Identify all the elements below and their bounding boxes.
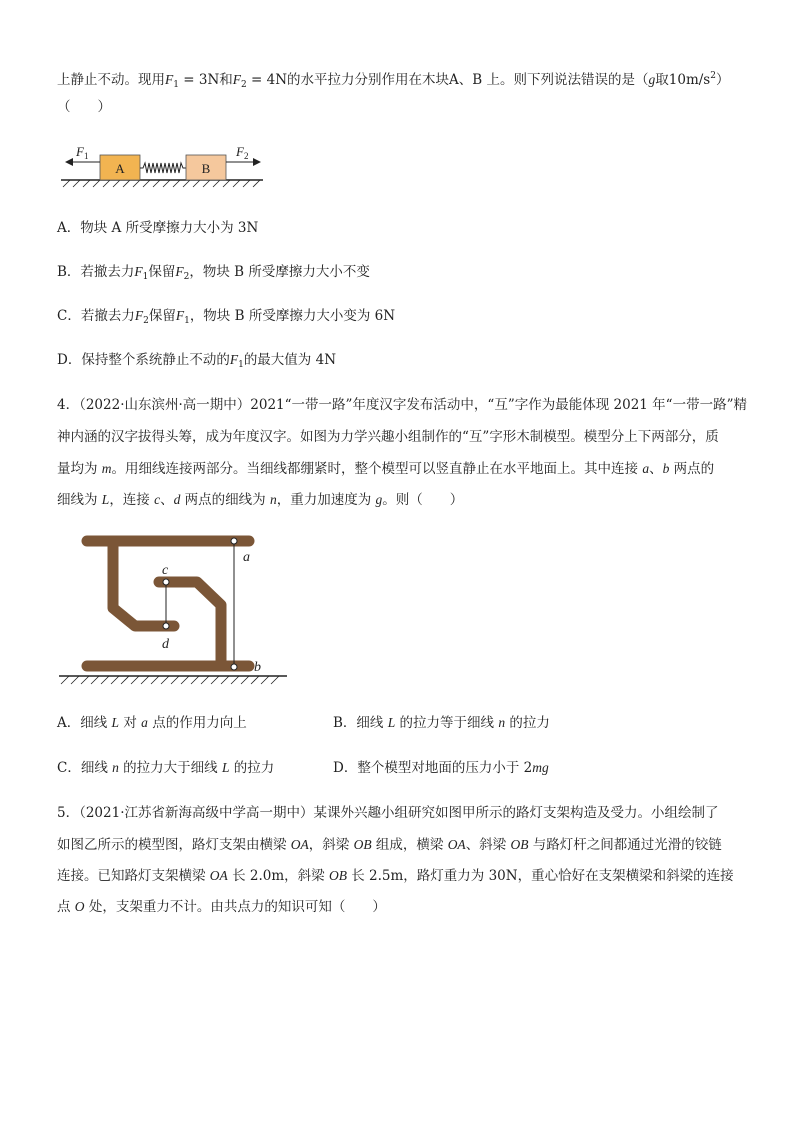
ground-hatch: [61, 676, 279, 684]
point-a: [231, 538, 237, 544]
label-c: c: [162, 563, 169, 578]
q4-stem-line1: 4．（2022·山东滨州·高一期中）2021“一带一路”年度汉字发布活动中，“互”字作为最能体现 2021 年“一带一路”精: [57, 397, 747, 413]
q5-stem-line4: 点 O 处，支架重力不计。由共点力的知识可知（ ）: [57, 899, 386, 915]
point-b: [231, 664, 237, 670]
f2-label: $F_2$: [236, 144, 249, 161]
q3-option-c[interactable]: C．若撤去力$F_2$保留$F_1$，物块 B 所受摩擦力大小变为 6N: [57, 308, 396, 326]
point-d: [163, 623, 169, 629]
q5-stem-line1: 5．（2021·江苏省新海高级中学高一期中）某课外兴趣小组研究如图甲所示的路灯支架构造及受力。小组绘制了: [57, 805, 719, 821]
q4-stem-line2: 神内涵的汉字拔得头筹，成为年度汉字。如图为力学兴趣小组制作的“互”字形木制模型。模型分上下两部分，质: [57, 429, 719, 445]
q4-option-c[interactable]: C．细线 n 的拉力大于细线 L 的拉力: [57, 760, 275, 776]
q3-option-a[interactable]: A．物块 A 所受摩擦力大小为 3N: [57, 220, 259, 236]
q3-stem-line2: （ ）: [57, 99, 111, 115]
q4-option-a[interactable]: A．细线 L 对 a 点的作用力向上: [57, 715, 247, 731]
q3-option-b[interactable]: B．若撤去力$F_1$保留$F_2$，物块 B 所受摩擦力大小不变: [57, 264, 370, 282]
label-b: b: [254, 660, 261, 675]
q4-stem-line4: 细线为 L，连接 c、d 两点的细线为 n，重力加速度为 g。则（ ）: [57, 492, 464, 508]
q4-figure-hu-model: [57, 528, 289, 690]
f1-label: $F_1$: [76, 144, 89, 161]
block-a-label: A: [115, 161, 125, 176]
q3-option-d[interactable]: D．保持整个系统静止不动的$F_1$的最大值为 4N: [57, 352, 337, 370]
ground-hatch: [63, 180, 260, 187]
point-c: [163, 579, 169, 585]
label-d: d: [162, 637, 169, 652]
spring: [140, 163, 186, 173]
q4-option-b[interactable]: B．细线 L 的拉力等于细线 n 的拉力: [333, 715, 550, 731]
q4-option-d[interactable]: D．整个模型对地面的压力小于 2mg: [333, 760, 549, 776]
q5-stem-line3: 连接。已知路灯支架横梁 OA 长 2.0m，斜梁 OB 长 2.5m，路灯重力为 30N，重心恰好在支架横梁和斜梁的连接: [57, 868, 734, 884]
block-b-label: B: [201, 161, 211, 176]
q3-stem-line1: 上静止不动。现用$F_1 = 3N$和$F_2 = 4N$的水平拉力分别作用在木块A、B 上。则下列说法错误的是（g取$10m/s^2$）: [57, 71, 730, 90]
label-a: a: [243, 550, 250, 565]
q4-stem-line3: 量均为 m。用细线连接两部分。当细线都绷紧时，整个模型可以竖直静止在水平地面上。其中连接 a、b 两点的: [57, 461, 715, 477]
q5-stem-line2: 如图乙所示的模型图，路灯支架由横梁 OA，斜梁 OB 组成，横梁 OA、斜梁 OB 与路灯杆之间都通过光滑的铰链: [57, 837, 722, 853]
q3-figure-blocks-spring: [57, 140, 267, 188]
